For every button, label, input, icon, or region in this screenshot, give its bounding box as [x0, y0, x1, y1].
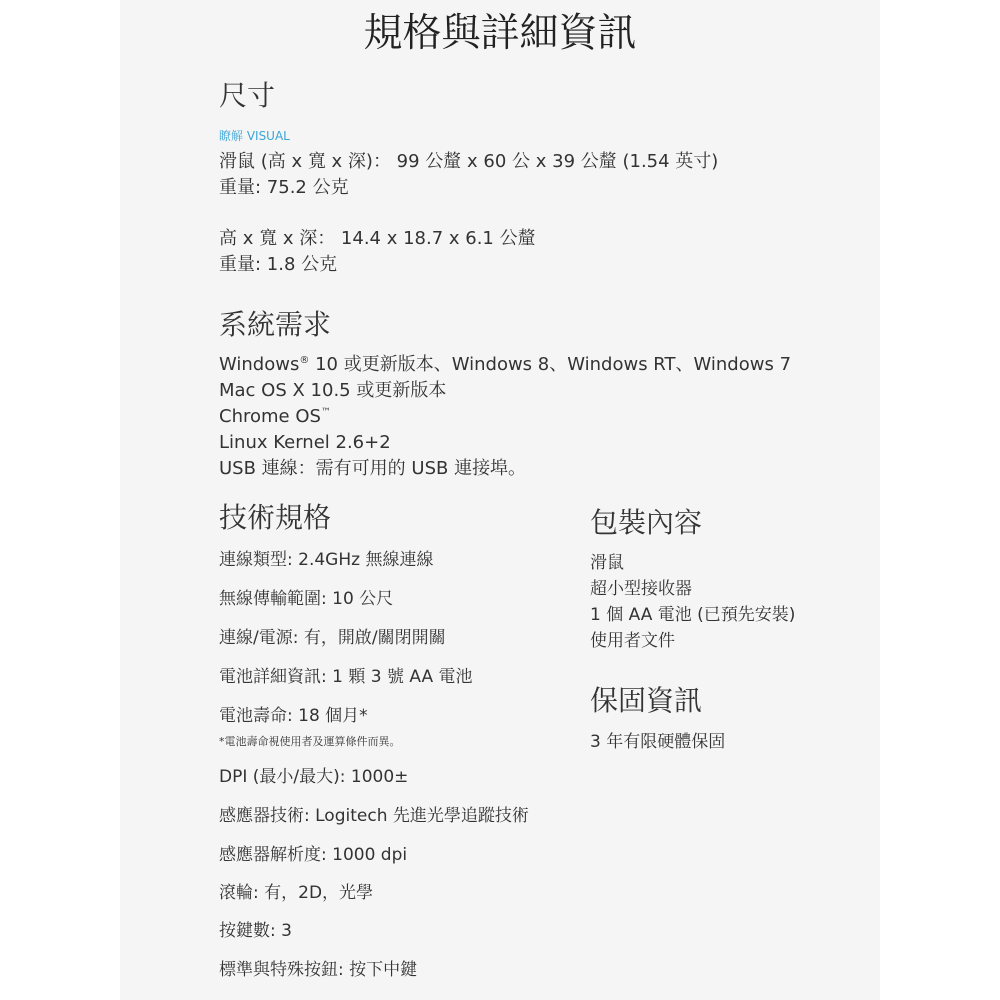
- registered-mark: ®: [299, 355, 310, 366]
- spec-power-switch: 連線/電源: 有，開啟/關閉開關: [219, 628, 446, 648]
- dimensions-heading: 尺寸: [219, 79, 276, 112]
- mouse-dimensions: [219, 149, 718, 201]
- warranty-heading: 保固資訊: [590, 684, 703, 717]
- warranty-text: 3 年有限硬體保固: [590, 732, 726, 752]
- spec-battery-details: 電池詳細資訊: 1 顆 3 號 AA 電池: [219, 667, 473, 687]
- mouse-size-text: 滑鼠 (高 x 寬 x 深)： 99 公釐 x 60 公 x 39 公釐 (1.54 英寸): [219, 151, 719, 172]
- package-dimensions: [219, 226, 536, 278]
- box-item: 1 個 AA 電池 (已預先安裝): [590, 605, 796, 625]
- page-title: 規格與詳細資訊: [363, 11, 637, 56]
- spec-sensor-resolution: 感應器解析度: 1000 dpi: [219, 845, 408, 865]
- warranty-info: [590, 729, 725, 755]
- system-requirements-list: [219, 352, 791, 482]
- spec-sensor-technology: 感應器技術: Logitech 先進光學追蹤技術: [219, 806, 529, 826]
- requirement-usb: USB 連線：需有可用的 USB 連接埠。: [219, 458, 527, 479]
- chrome-prefix: Chrome OS: [219, 406, 321, 427]
- box-item: 滑鼠: [590, 553, 624, 573]
- box-contents-heading: 包裝內容: [590, 506, 703, 539]
- technical-specs-heading: 技術規格: [219, 501, 332, 534]
- mouse-weight-text: 重量: 75.2 公克: [219, 177, 349, 198]
- visual-link[interactable]: 瞭解 VISUAL: [219, 129, 290, 143]
- box-contents-list: [590, 550, 795, 654]
- trademark-mark: ™: [320, 407, 331, 418]
- box-item: 使用者文件: [590, 631, 675, 651]
- spec-special-buttons: 標準與特殊按鈕: 按下中鍵: [219, 960, 418, 980]
- requirement-mac: Mac OS X 10.5 或更新版本: [219, 380, 447, 401]
- requirement-chrome: [219, 404, 791, 430]
- spec-scroll-wheel: 滾輪: 有，2D，光學: [219, 883, 374, 903]
- spec-connection-type: 連線類型: 2.4GHz 無線連線: [219, 550, 434, 570]
- windows-prefix: Windows: [219, 354, 300, 375]
- package-weight-text: 重量: 1.8 公克: [219, 254, 338, 275]
- package-size-text: 高 x 寬 x 深： 14.4 x 18.7 x 6.1 公釐: [219, 228, 536, 249]
- system-requirements-heading: 系統需求: [219, 308, 332, 341]
- spec-battery-life: 電池壽命: 18 個月*: [219, 706, 368, 726]
- windows-rest: 10 或更新版本、Windows 8、Windows RT、Windows 7: [309, 354, 792, 375]
- spec-wireless-range: 無線傳輸範圍: 10 公尺: [219, 589, 394, 609]
- battery-note: *電池壽命視使用者及運算條件而異。: [219, 735, 401, 748]
- spec-dpi: DPI (最小/最大): 1000±: [219, 767, 409, 787]
- requirement-linux: Linux Kernel 2.6+2: [219, 432, 391, 453]
- requirement-windows: [219, 352, 791, 378]
- spec-button-count: 按鍵數: 3: [219, 921, 292, 941]
- box-item: 超小型接收器: [590, 579, 692, 599]
